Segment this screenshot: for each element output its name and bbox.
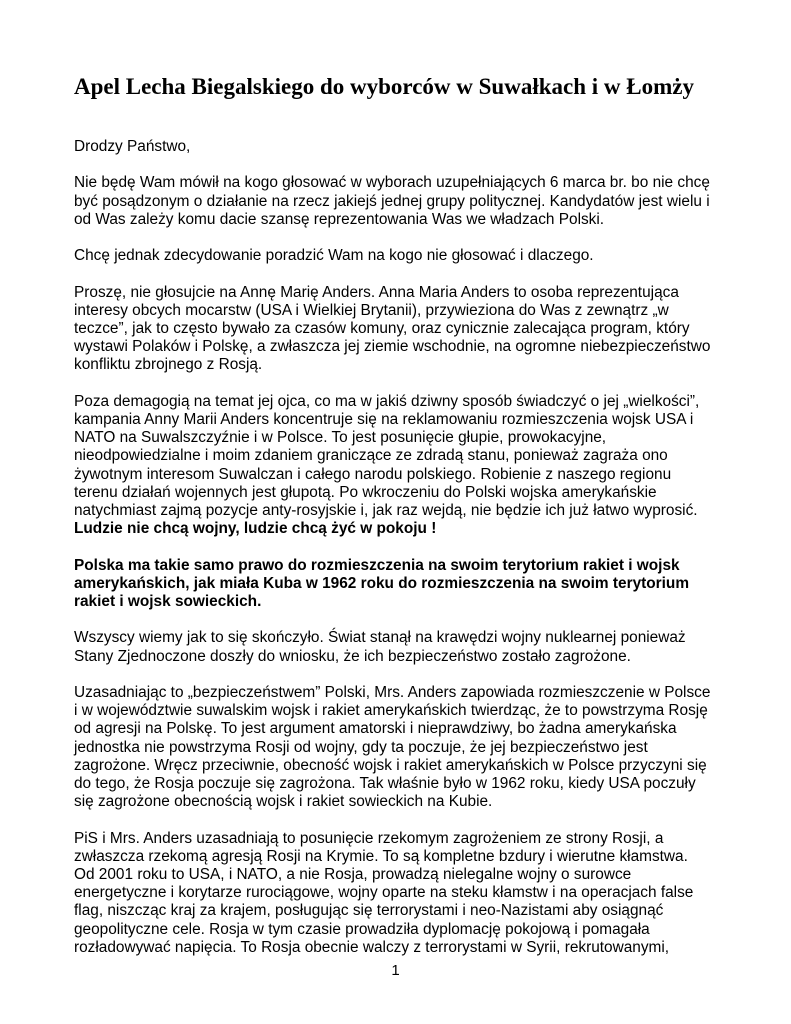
text-line: nieodpowiedzialne i moim zdaniem graniczące ze zdradą stanu, ponieważ zagraża ono xyxy=(74,447,668,465)
text-line: Od 2001 roku to USA, i NATO, a nie Rosja, prowadzą nielegalne wojny o surowce xyxy=(74,866,632,883)
text-line: energetyczne i korytarze rurociągowe, wojny oparte na steku kłamstw i na operacjach false xyxy=(74,884,694,902)
text-line: Proszę, nie głosujcie na Annę Marię Anders. Anna Maria Anders to osoba reprezentująca xyxy=(74,283,679,301)
paragraph xyxy=(74,284,734,375)
text-line: rozładowywać napięcia. To Rosja obecnie walczy z terrorystami w Syrii, rekrutowanymi, xyxy=(74,938,670,956)
text-line: Poza demagogią na temat jej ojca, co ma w jakiś dziwny sposób świadczyć o jej „wielkości”, xyxy=(74,392,700,410)
text-line: kampania Anny Marii Anders koncentruje się na reklamowaniu rozmieszczenia wojsk USA i xyxy=(74,410,694,428)
text-line: Stany Zjednoczone doszły do wniosku, że ich bezpieczeństwo zostało zagrożone. xyxy=(74,647,631,665)
page-number: 1 xyxy=(391,962,400,979)
text-line: Wszyscy wiemy jak to się skończyło. Świat stanął na krawędzi wojny nuklearnej ponieważ xyxy=(74,629,686,647)
paragraph xyxy=(74,393,734,539)
text-line: konfliktu zbrojnego z Rosją. xyxy=(74,356,263,374)
text-line: zwłaszcza rzekomą agresją Rosji na Krymie. To są kompletne bzdury i wierutne kłamstwa. xyxy=(74,847,688,865)
text-line: Uzasadniając to „bezpieczeństwem” Polski, Mrs. Anders zapowiada rozmieszczenie w Polsce xyxy=(74,683,711,701)
bold-text-line: Polska ma takie samo prawo do rozmieszczenia na swoim terytorium rakiet i wojsk xyxy=(74,556,680,574)
paragraph xyxy=(74,247,734,265)
document-body xyxy=(74,138,734,975)
text-line: być posądzonym o działanie na rzecz jakiejś jednej grupy politycznej. Kandydatów jest wielu i xyxy=(74,192,710,210)
paragraph xyxy=(74,557,734,612)
text-line: teczce”, jak to często bywało za czasów komuny, oraz cynicznie zalecająca program, który xyxy=(74,319,690,337)
bold-text-line: Ludzie nie chcą wojny, ludzie chcą żyć w pokoju ! xyxy=(74,520,437,538)
text-line: od agresji na Polskę. To jest argument amatorski i nieprawdziwy, bo żadna amerykańska xyxy=(74,720,677,738)
text-line: żywotnym interesom Suwalczan i całego narodu polskiego. Robienie z naszego regionu xyxy=(74,465,672,483)
text-line: jednostka nie powstrzyma Rosji od wojny, gdy ta poczuje, że jej bezpieczeństwo jest xyxy=(74,738,648,756)
text-line: flag, niszcząc kraj za krajem, posługując się terrorystami i neo-Nazistami aby osiągnąć xyxy=(74,902,664,920)
document-title: Apel Lecha Biegalskiego do wyborców w Suwałkach i w Łomży xyxy=(74,74,694,99)
text-line: Nie będę Wam mówił na kogo głosować w wyborach uzupełniających 6 marca br. bo nie chcę xyxy=(74,174,710,192)
text-line: NATO na Suwalszczyźnie i w Polsce. To jest posunięcie głupie, prowokacyjne, xyxy=(74,429,607,447)
text-line: PiS i Mrs. Anders uzasadniają to posunięcie rzekomym zagrożeniem ze strony Rosji, a xyxy=(74,829,664,847)
text-line: Drodzy Państwo, xyxy=(74,138,191,155)
text-line: i w województwie suwalskim wojsk i rakiet amerykańskich twierdząc, że to powstrzyma Rosję xyxy=(74,702,708,720)
text-line: wystawi Polaków i Polskę, a zwłaszcza jej ziemie wschodnie, na ogromne niebezpieczeństwo xyxy=(74,338,711,356)
paragraph xyxy=(74,684,734,811)
text-line: się zagrożone obecnością wojsk i rakiet sowieckich na Kubie. xyxy=(74,793,493,811)
text-line: natychmiast zajmą pozycje anty-rosyjskie i, jak raz wejdą, nie będzie ich już łatwo wyprosić. xyxy=(74,502,698,519)
text-line: Chcę jednak zdecydowanie poradzić Wam na kogo nie głosować i dlaczego. xyxy=(74,247,594,265)
paragraph xyxy=(74,138,734,156)
paragraph xyxy=(74,830,734,957)
bold-text-line: rakiet i wojsk sowieckich. xyxy=(74,593,262,610)
paragraph xyxy=(74,629,734,665)
text-line: interesy obcych mocarstw (USA i Wielkiej Brytanii), przywieziona do Was z zewnątrz „w xyxy=(74,301,669,319)
bold-text-line: amerykańskich, jak miała Kuba w 1962 roku do rozmieszczenia na swoim terytorium xyxy=(74,574,690,592)
text-line: do tego, że Rosja poczuje się zagrożona. Tak właśnie było w 1962 roku, kiedy USA poczuły xyxy=(74,775,696,792)
text-line: geopolityczne cele. Rosja w tym czasie prowadziła dyplomację pokojową i pomagała xyxy=(74,920,650,938)
text-line: terenu działań wojennych jest głupotą. Po wkroczeniu do Polski wojska amerykańskie xyxy=(74,483,657,501)
text-line: od Was zależy komu dacie szansę reprezentowania Was we władzach Polski. xyxy=(74,210,605,228)
text-line: zagrożone. Wręcz przeciwnie, obecność wojsk i rakiet amerykańskich w Polsce przyczyni się xyxy=(74,756,707,774)
paragraph xyxy=(74,174,734,229)
